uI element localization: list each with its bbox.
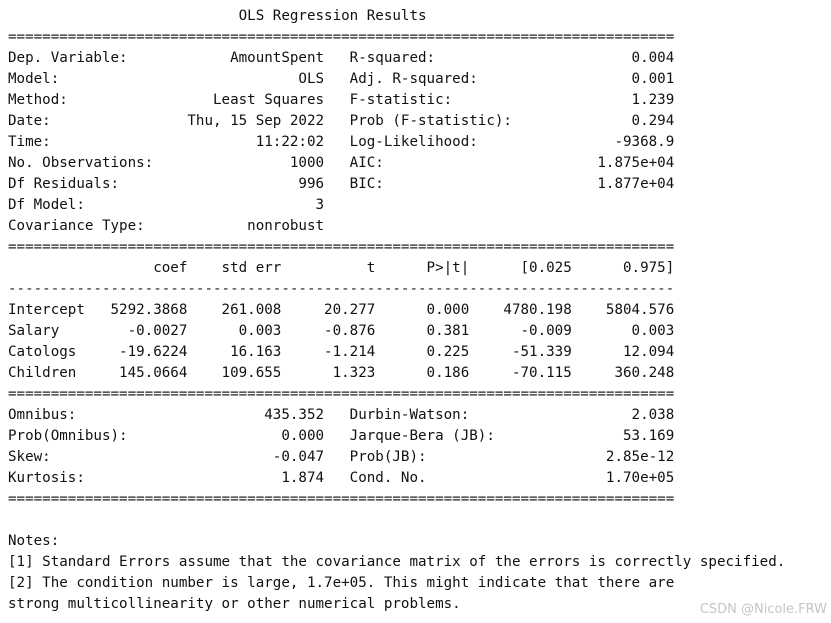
double-rule: ============================================================================== <box>8 239 675 255</box>
report-line: Model: OLS Adj. R-squared: 0.001 <box>8 71 675 87</box>
report-line: Omnibus: 435.352 Durbin-Watson: 2.038 <box>8 407 675 423</box>
coef-table-header: coef std err t P>|t| [0.025 0.975] <box>8 260 675 276</box>
double-rule: ============================================================================== <box>8 386 675 402</box>
report-line: Dep. Variable: AmountSpent R-squared: 0.004 <box>8 50 675 66</box>
report-line: strong multicollinearity or other numerical problems. <box>8 596 461 612</box>
report-line: Time: 11:22:02 Log-Likelihood: -9368.9 <box>8 134 675 150</box>
report-line: Prob(Omnibus): 0.000 Jarque-Bera (JB): 53.169 <box>8 428 675 444</box>
regression-summary <box>8 6 785 615</box>
coef-table-row: Catologs -19.6224 16.163 -1.214 0.225 -51.339 12.094 <box>8 344 675 360</box>
coef-table-row: Children 145.0664 109.655 1.323 0.186 -70.115 360.248 <box>8 365 675 381</box>
report-line: Covariance Type: nonrobust <box>8 218 675 234</box>
report-line: Df Model: 3 <box>8 197 675 213</box>
coef-table-row: Intercept 5292.3868 261.008 20.277 0.000 4780.198 5804.576 <box>8 302 675 318</box>
coef-table-row: Salary -0.0027 0.003 -0.876 0.381 -0.009 0.003 <box>8 323 675 339</box>
blank-line <box>8 510 785 531</box>
double-rule: ============================================================================== <box>8 491 675 507</box>
report-title: OLS Regression Results <box>8 8 666 24</box>
report-line: No. Observations: 1000 AIC: 1.875e+04 <box>8 155 675 171</box>
double-rule: ============================================================================== <box>8 29 675 45</box>
watermark-text: CSDN @Nicole.FRW <box>699 602 827 617</box>
report-line: Kurtosis: 1.874 Cond. No. 1.70e+05 <box>8 470 675 486</box>
note-item: [2] The condition number is large, 1.7e+05. This might indicate that there are <box>8 575 675 591</box>
note-item: [1] Standard Errors assume that the covariance matrix of the errors is correctly specified. <box>8 554 786 570</box>
notes-heading: Notes: <box>8 533 60 549</box>
report-line: Date: Thu, 15 Sep 2022 Prob (F-statistic): 0.294 <box>8 113 675 129</box>
report-line: Df Residuals: 996 BIC: 1.877e+04 <box>8 176 675 192</box>
report-line: Skew: -0.047 Prob(JB): 2.85e-12 <box>8 449 675 465</box>
report-line: Method: Least Squares F-statistic: 1.239 <box>8 92 675 108</box>
single-rule: ------------------------------------------------------------------------------ <box>8 281 675 297</box>
